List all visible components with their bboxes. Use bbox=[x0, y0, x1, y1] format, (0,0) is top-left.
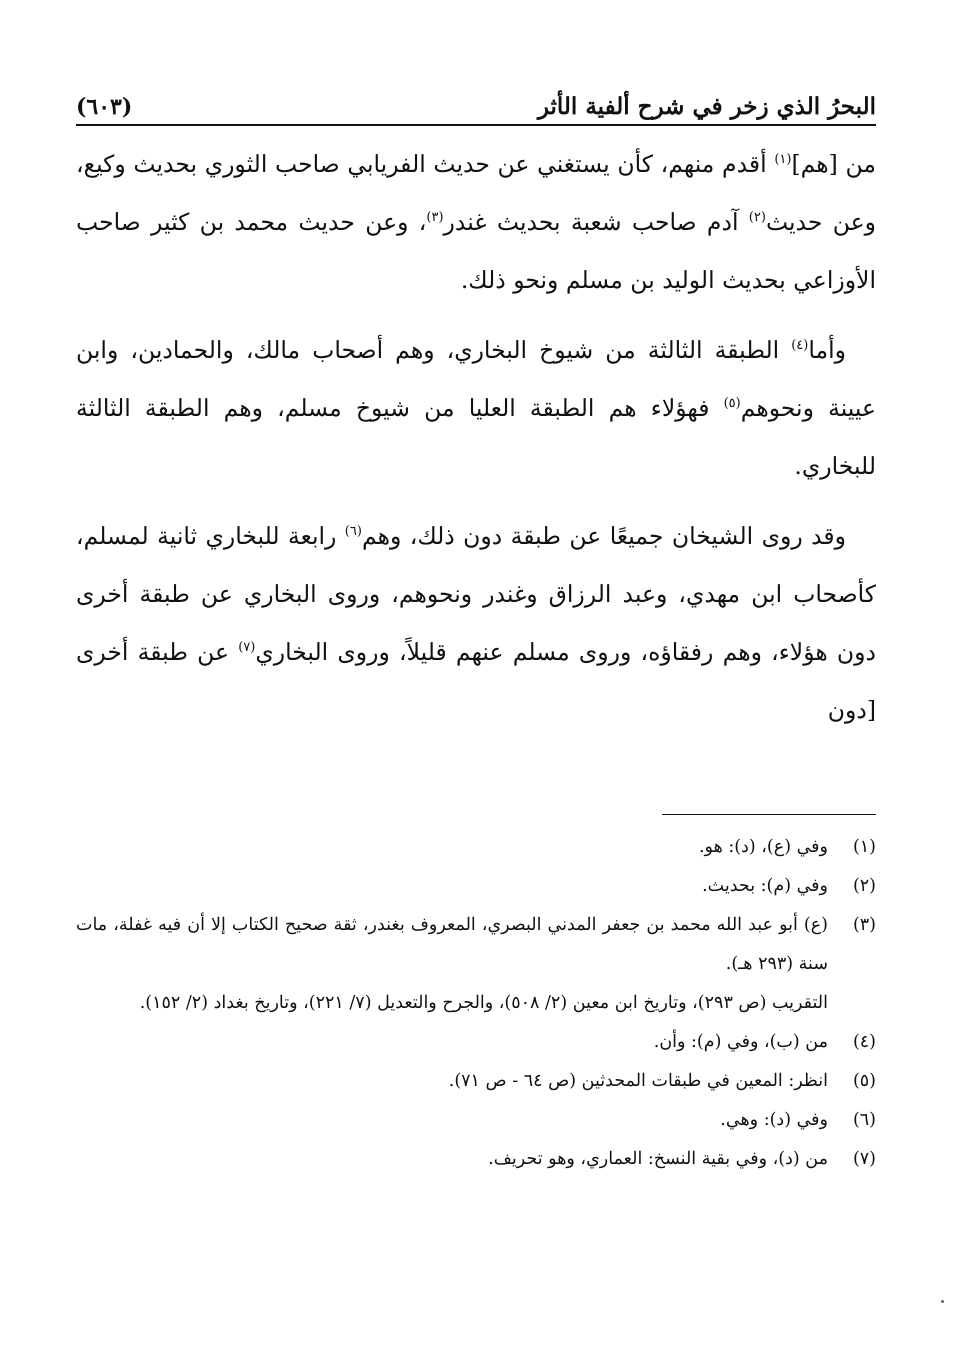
footnote-text: وفي (د): وهي. bbox=[720, 1110, 828, 1130]
footnotes bbox=[76, 828, 876, 1179]
footnote-text: من (د)، وفي بقية النسخ: العماري، وهو تحريف. bbox=[488, 1149, 828, 1169]
footnote-number: (٦) bbox=[852, 1110, 876, 1130]
paragraph-2 bbox=[76, 321, 876, 495]
page-number: (٦٠٣) bbox=[76, 94, 133, 120]
footnote bbox=[76, 1062, 876, 1101]
footnote-number: (٢) bbox=[852, 876, 876, 896]
footnote bbox=[76, 1023, 876, 1062]
footnote-body bbox=[76, 906, 828, 1023]
running-title: البحرُ الذي زخر في شرح ألفية الأثر bbox=[537, 93, 876, 120]
running-header bbox=[76, 80, 876, 120]
footnote bbox=[76, 867, 876, 906]
footnote bbox=[76, 828, 876, 867]
text-span: رابعة للبخاري ثانية لمسلم، كأصحاب ابن مهدي، وعبد الرزاق وغندر ونحوهم، وروى البخاري عن طبقة أخرى دون هؤلاء، وهم رفقاؤه، وروى مسلم عنهم قليلاً، وروى البخاري bbox=[76, 522, 876, 666]
footnote bbox=[76, 1101, 876, 1140]
scan-speck bbox=[941, 1300, 944, 1303]
main-text bbox=[76, 135, 876, 739]
text-span: آدم صاحب شعبة بحديث غندر bbox=[443, 208, 749, 236]
footnote-number: (٤) bbox=[852, 1032, 876, 1052]
footnote-references: التقريب (ص ٢٩٣)، وتاريخ ابن معين (٢/ ٥٠٨)، والجرح والتعديل (٧/ ٢٢١)، وتاريخ بغداد (٢/ ١٥٢). bbox=[139, 993, 828, 1013]
text-span: أقدم منهم، كأن يستغني عن حديث الفريابي صاحب الثوري بحديث وكيع، وعن حديث bbox=[76, 150, 876, 236]
footnote-text: وفي (م): بحديث. bbox=[702, 876, 828, 896]
footnote-number: (٥) bbox=[852, 1071, 876, 1091]
text-span: ، وعن حديث محمد بن كثير صاحب الأوزاعي بحديث الوليد بن مسلم ونحو ذلك. bbox=[76, 208, 876, 294]
footnote-number: (١) bbox=[852, 837, 876, 857]
footnote-divider bbox=[662, 814, 876, 815]
text-span: عن طبقة أخرى [دون bbox=[76, 638, 876, 724]
text-span: من [هم] bbox=[791, 150, 876, 178]
text-span: وأما bbox=[808, 336, 846, 364]
footnote-ref: (٦) bbox=[344, 524, 362, 540]
footnote-number: (٣) bbox=[852, 915, 876, 935]
text-span: الطبقة الثالثة من شيوخ البخاري، وهم أصحاب مالك، والحمادين، وابن عيينة ونحوهم bbox=[76, 336, 876, 422]
footnote-text: وفي (ع)، (د): هو. bbox=[698, 837, 828, 857]
text-span: وقد روى الشيخان جميعًا عن طبقة دون ذلك، وهم bbox=[361, 522, 847, 550]
footnote-ref: (٣) bbox=[426, 210, 444, 226]
footnote bbox=[76, 906, 876, 1023]
text-span: فهؤلاء هم الطبقة العليا من شيوخ مسلم، وهم الطبقة الثالثة للبخاري. bbox=[76, 394, 876, 480]
footnote-number: (٧) bbox=[852, 1149, 876, 1169]
footnote-text: (ع) أبو عبد الله محمد بن جعفر المدني البصري، المعروف بغندر، ثقة صحيح الكتاب إلا أن فيه غفلة، مات سنة (٢٩٣ هـ). bbox=[76, 915, 828, 974]
footnote-text: انظر: المعين في طبقات المحدثين (ص ٦٤ - ص ٧١). bbox=[448, 1071, 828, 1091]
footnote-ref: (١) bbox=[774, 152, 792, 168]
footnote-text: من (ب)، وفي (م): وأن. bbox=[653, 1032, 828, 1052]
footnote-ref: (٥) bbox=[723, 396, 741, 412]
header-divider bbox=[76, 124, 876, 126]
footnote-ref: (٧) bbox=[238, 640, 256, 656]
footnote-ref: (٢) bbox=[748, 210, 766, 226]
footnote-ref: (٤) bbox=[791, 338, 809, 354]
paragraph-1 bbox=[76, 135, 876, 309]
footnote bbox=[76, 1140, 876, 1179]
paragraph-3 bbox=[76, 507, 876, 739]
